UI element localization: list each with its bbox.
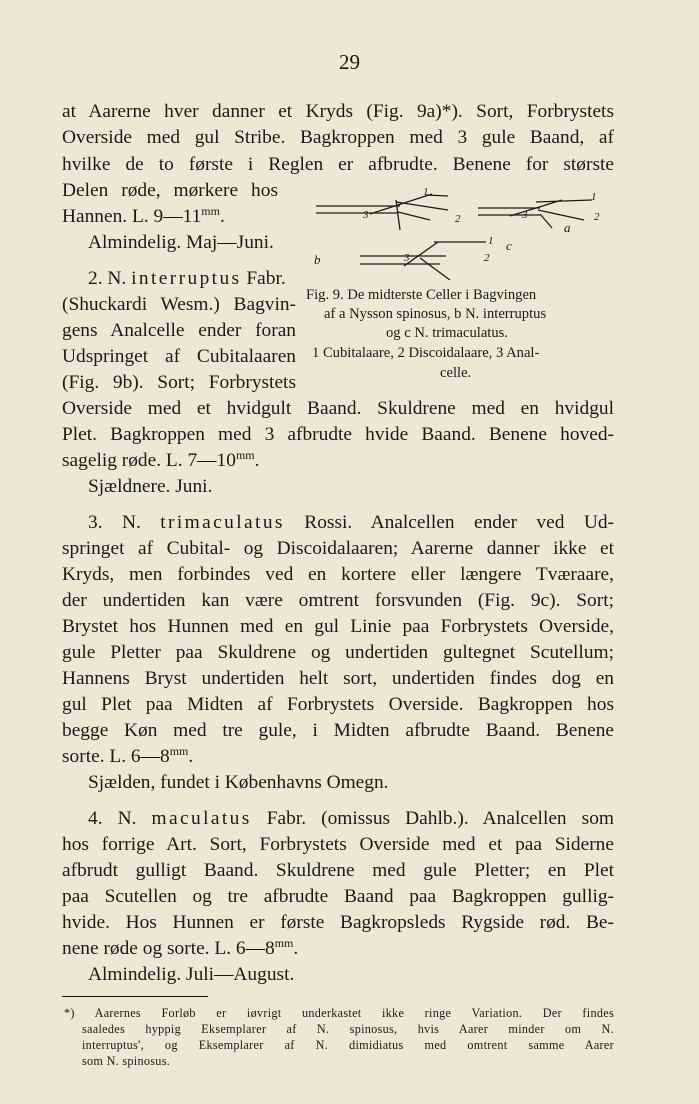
text-line: Plet. Bagkroppen med 3 afbrudte hvide Baand. Benene hoved- — [62, 424, 614, 445]
species-number: 3. N. — [88, 512, 161, 533]
text-line: gul Plet paa Midten af Forbrystets Overside. Bagkroppen hos — [62, 694, 614, 715]
figure-caption-line: Fig. 9. De midterste Celler i Bagvingen — [306, 287, 537, 303]
occurrence-line: Almindelig. Juli—August. — [88, 964, 295, 985]
figure-caption-line: og c N. trimaculatus. — [386, 325, 508, 341]
figure-label: 1 — [488, 235, 494, 247]
occurrence-line: Almindelig. Maj—Juni. — [88, 232, 274, 253]
text-span: sorte. L. 6—8 — [62, 746, 170, 767]
figure-label: 2 — [594, 211, 600, 223]
figure-label: 1 — [423, 186, 429, 198]
text-line: Udspringet af Cubitalaaren — [62, 346, 296, 367]
footnote-line: interruptus', og Eksemplarer af N. dimidiatus med omtrent samme Aarer — [82, 1038, 614, 1052]
text-span: Rossi. Analcellen ender ved Ud- — [284, 512, 614, 533]
species-heading — [88, 267, 286, 291]
text-line: Brystet hos Hunnen med en gul Linie paa Forbrystets Overside, — [62, 616, 614, 637]
species-heading — [88, 511, 614, 535]
figure-label: b — [314, 252, 321, 267]
figure-label: 3 — [522, 209, 528, 221]
figure-label: 3 — [404, 252, 410, 264]
text-line: gule Pletter paa Skuldrene og undertiden gultegnet Scutellum; — [62, 642, 614, 663]
figure-caption-line: 1 Cubitalaare, 2 Discoidalaare, 3 Anal- — [312, 345, 540, 361]
footnote-line: som N. spinosus. — [82, 1054, 171, 1068]
species-author: Fabr. — [241, 268, 286, 289]
footnote-line: *) Aarernes Forløb er iøvrigt underkastet ikke ringe Variation. Der findes — [64, 1006, 614, 1020]
figure-label: 2 — [455, 213, 461, 225]
species-name: maculatus — [151, 808, 252, 829]
figure-caption-line: celle. — [440, 365, 472, 381]
text-span: sagelig røde. L. 7—10 — [62, 450, 236, 471]
figure-caption-line: af a Nysson spinosus, b N. interruptus — [324, 306, 547, 322]
text-line: Overside med et hvidgult Baand. Skuldrene med en hvidgul — [62, 398, 614, 419]
text-line: Overside med gul Stribe. Bagkroppen med 3 gule Baand, af — [62, 127, 614, 148]
figure-9-wing-cells — [300, 180, 620, 280]
text-span: Fabr. (omissus Dahlb.). Analcellen som — [251, 808, 615, 829]
text-line: sagelig røde. L. $7—10^{mm}$. — [62, 448, 260, 471]
text-line: sorte. L. $6—8^{mm}$. — [62, 744, 194, 767]
text-line: begge Køn med tre gule, i Midten afbrudte Baand. Benene — [62, 720, 614, 741]
figure-label: 2 — [484, 252, 490, 264]
species-name: interruptus — [131, 268, 242, 289]
species-number: 2. N. — [88, 268, 132, 289]
text-span: nene røde og sorte. L. 6—8 — [62, 938, 275, 959]
text-line: at Aarerne hver danner et Kryds (Fig. 9a)*). Sort, Forbrystets — [62, 101, 614, 122]
unit-mm: mm — [201, 204, 220, 218]
text-line: (Shuckardi Wesm.) Bagvin- — [62, 294, 296, 315]
text-line: gens Analcelle ender foran — [62, 320, 296, 341]
unit-mm: mm — [169, 744, 189, 758]
text-line: springet af Cubital- og Discoidalaaren; Aarerne danner ikke et — [62, 538, 614, 559]
text-line: hvide. Hos Hunnen er første Bagkropsleds Rygside rød. Be- — [62, 912, 614, 933]
figure-label: a — [564, 220, 571, 235]
text-line: der undertiden kan være omtrent forsvunden (Fig. 9c). Sort; — [62, 590, 614, 611]
text-line: (Fig. 9b). Sort; Forbrystets — [62, 372, 296, 393]
figure-label: c — [506, 238, 512, 253]
text-line: paa Scutellen og tre afbrudte Baand paa Bagkroppen gullig- — [62, 886, 614, 907]
species-heading — [88, 807, 614, 831]
text-line: afbrudt gulligt Baand. Skuldrene med gule Pletter; en Plet — [62, 860, 614, 881]
footnote-line: saaledes hyppig Eksemplarer af N. spinosus, hvis Aarer minder om N. — [82, 1022, 614, 1036]
text-line: Kryds, men forbindes ved en kortere eller længere Tværaare, — [62, 564, 614, 585]
footnote-rule — [62, 996, 208, 997]
text-line: Delen røde, mørkere hos — [62, 180, 278, 201]
species-number: 4. N. — [88, 808, 152, 829]
occurrence-line: Sjældnere. Juni. — [88, 476, 213, 497]
species-name: trimaculatus — [160, 512, 285, 533]
text-line: hos forrige Art. Sort, Forbrystets Overside med et paa Siderne — [62, 834, 614, 855]
occurrence-line: Sjælden, fundet i Københavns Omegn. — [88, 772, 389, 793]
figure-label: 1 — [591, 191, 597, 203]
text-line: nene røde og sorte. L. $6—8^{mm}$. — [62, 936, 299, 959]
text-line: Hannens Bryst undertiden helt sort, undertiden findes dog en — [62, 668, 614, 689]
text-line: hvilke de to første i Reglen er afbrudte. Benene for største — [62, 154, 614, 175]
text-line: Hannen. L. $9—11^{mm}$. — [62, 204, 225, 227]
page-number: 29 — [339, 50, 360, 74]
text-span: Hannen. L. 9—11 — [62, 206, 202, 227]
unit-mm: mm — [235, 448, 255, 462]
unit-mm: mm — [274, 936, 294, 950]
figure-label: 3 — [363, 209, 369, 221]
